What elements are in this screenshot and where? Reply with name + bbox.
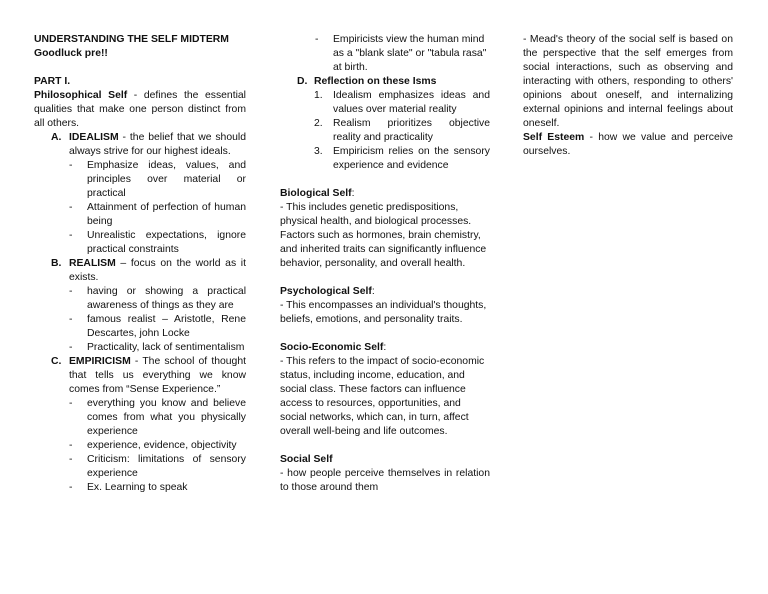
self-esteem-paragraph [523,131,733,159]
philosophical-self-definition: - defines the essential qualities that make one person distinct from all others. [34,90,246,129]
empiricism-item [34,355,246,397]
column-1 [34,33,246,495]
doc-title: UNDERSTANDING THE SELF MIDTERM [34,34,229,45]
social-self-heading: Social Self [280,454,333,465]
realism-marker: B. [51,258,62,269]
realism-term: REALISM [69,258,116,269]
empiricism-term: EMPIRICISM [69,356,131,367]
empiricism-definition: - The school of thought that tells us everything we know comes from “Sense Experience.” [69,356,246,395]
doc-subtitle: Goodluck pre!! [34,48,108,59]
social-self-body: - how people perceive themselves in relation to those around them [280,468,490,493]
idealism-definition: - the belief that we should always strive for our highest ideals. [69,132,246,157]
reflection-heading: D. Reflection on these Isms [297,76,437,87]
empiricism-bullet: - Ex. Learning to speak [69,482,188,493]
empiricism-bullet: - Criticism: limitations of sensory experience [69,454,246,479]
idealism-item [34,131,246,159]
psychological-self-heading: Psychological Self: [280,286,375,297]
biological-self-heading: Biological Self: [280,188,355,199]
idealism-bullet: - Attainment of perfection of human being [69,202,246,227]
mead-theory-paragraph: - Mead's theory of the social self is based on the perspective that the self emerges from social interactions, such as observing and interacting with others, responding to others' opinions about oneself, and internalizing external opinions and internal feelings about oneself. [523,34,733,129]
realism-bullet: - having or showing a practical awareness of things as they are [69,286,246,311]
empiricism-marker: C. [51,356,62,367]
psychological-self-body: - This encompasses an individual's thoughts, beliefs, emotions, and personality traits. [280,300,487,325]
empiricism-bullet: - everything you know and believe comes from what you physically experience [69,398,246,437]
idealism-bullet: - Emphasize ideas, values, and principles over material or practical [69,160,246,199]
socio-economic-self-body: - This refers to the impact of socio-economic status, including income, education, and social class. These factors can influence access to resources, opportunities, and social networks, which can, in turn, affect overall well-being and life outcomes. [280,356,485,437]
realism-bullet: - Practicality, lack of sentimentalism [69,342,245,353]
reflection-item: 3. Empiricism relies on the sensory experience and evidence [314,146,490,171]
reflection-item: 2. Realism prioritizes objective reality and practicality [314,118,490,143]
idealism-marker: A. [51,132,62,143]
realism-item [34,257,246,285]
philosophical-self-term: Philosophical Self [34,90,128,101]
self-esteem-term: Self Esteem [523,132,585,143]
realism-bullet: - famous realist – Aristotle, Rene Descartes, john Locke [69,314,246,339]
idealism-term: IDEALISM [69,132,119,143]
realism-definition: – focus on the world as it exists. [69,258,246,283]
column-3 [523,33,733,159]
part-heading: PART I. [34,76,71,87]
empiricism-bullet: - experience, evidence, objectivity [69,440,237,451]
self-esteem-definition: - how we value and perceive ourselves. [523,132,734,157]
reflection-item: 1. Idealism emphasizes ideas and values over material reality [314,90,490,115]
socio-economic-self-heading: Socio-Economic Self: [280,342,387,353]
column-2 [280,33,490,495]
empiricism-continued-bullet: - Empiricists view the human mind as a "blank slate" or "tabula rasa" at birth. [315,34,487,73]
biological-self-body: - This includes genetic predispositions, physical health, and biological processes. Factors such as hormones, brain chemistry, and inherited traits can significantly influence behavior, personality, and overall health. [280,202,487,269]
idealism-bullet: - Unrealistic expectations, ignore practical constraints [69,230,246,255]
philosophical-self-paragraph [34,89,246,131]
